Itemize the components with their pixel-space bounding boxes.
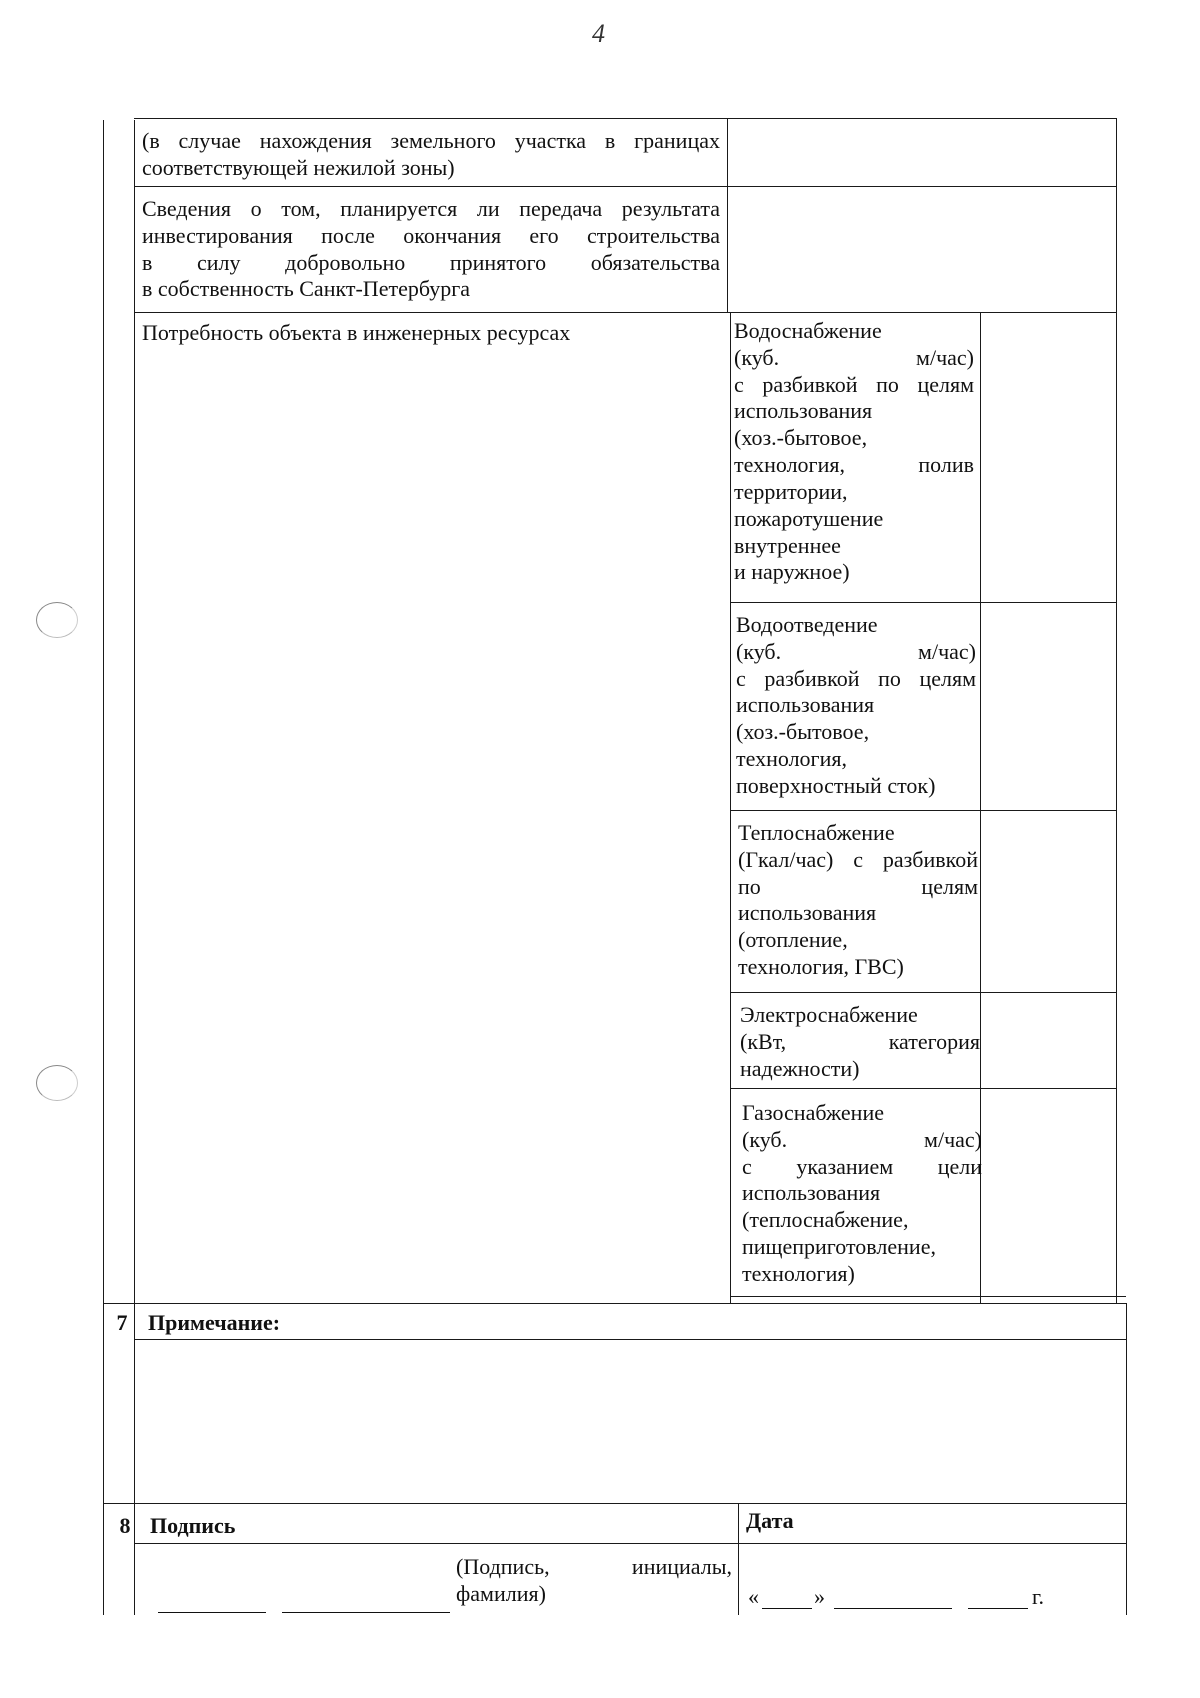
signature-blank[interactable] — [158, 1612, 266, 1613]
power-supply-value[interactable] — [982, 994, 1115, 1087]
section-7-number: 7 — [116, 1310, 128, 1335]
engineering-resources-label: Потребность объекта в инженерных ресурсах — [142, 320, 571, 345]
gas-supply-label: Газоснабжение (куб. м/час) с указанием цели использования (теплоснабжение, пищеприготовление, технология) — [742, 1100, 982, 1286]
initials-blank[interactable] — [282, 1612, 450, 1613]
page-number: 4 — [592, 19, 605, 48]
note-field[interactable] — [136, 1341, 1124, 1501]
zone-condition-text: (в случае нахождения земельного участка в границах соответствующей нежилой зоны) — [142, 128, 720, 180]
water-supply-value[interactable] — [982, 314, 1115, 601]
sewerage-value[interactable] — [982, 604, 1115, 809]
date-year-blank[interactable] — [968, 1608, 1028, 1609]
sewerage-label: Водоотведение (куб. м/час) с разбивкой по целям использования (хоз.-бытовое, технология, поверхностный сток) — [736, 612, 976, 798]
heat-supply-label: Теплоснабжение (Гкал/час) с разбивкой по целям использования (отопление, технология, ГВС) — [738, 820, 978, 980]
transfer-ownership-value[interactable] — [729, 188, 1115, 311]
water-supply-label: Водоснабжение (куб. м/час) с разбивкой по целям использования (хоз.-бытовое, технология, полив территории, пожаротушение внутреннее и наружное) — [734, 318, 974, 585]
binder-hole-upper — [36, 602, 78, 638]
transfer-ownership-text: Сведения о том, планируется ли передача результата инвестирования после окончания его строительства в силу добровольно принятого обязательства в собственность Санкт-Петербурга — [142, 196, 720, 302]
date-close-quote: » — [814, 1584, 825, 1609]
note-heading: Примечание: — [148, 1310, 281, 1335]
date-heading: Дата — [746, 1508, 794, 1533]
power-supply-label: Электроснабжение (кВт, категория надежности) — [740, 1002, 980, 1081]
signature-hint: (Подпись, инициалы, фамилия) — [456, 1554, 732, 1606]
heat-supply-value[interactable] — [982, 812, 1115, 991]
section-8-number: 8 — [119, 1513, 131, 1538]
signature-heading: Подпись — [150, 1513, 236, 1538]
year-suffix: г. — [1032, 1584, 1045, 1609]
binder-hole-lower — [36, 1065, 78, 1101]
gas-supply-value[interactable] — [982, 1090, 1115, 1295]
date-day-blank[interactable] — [762, 1608, 812, 1609]
date-open-quote: « — [748, 1584, 759, 1609]
date-month-blank[interactable] — [834, 1608, 952, 1609]
